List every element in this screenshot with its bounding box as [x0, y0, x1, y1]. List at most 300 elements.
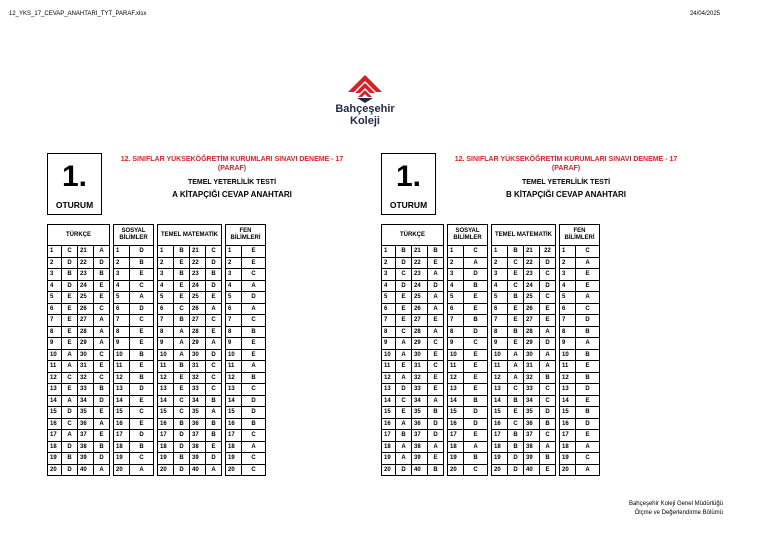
question-number: 22 — [78, 257, 94, 269]
answer-cell: E — [464, 361, 488, 373]
answer-cell: B — [508, 430, 524, 442]
question-number: 16 — [226, 418, 242, 430]
answer-cell: A — [508, 349, 524, 361]
question-number: 27 — [412, 315, 428, 327]
question-number: 23 — [524, 269, 540, 281]
answer-cell: C — [540, 269, 556, 281]
answer-cell: E — [94, 430, 110, 442]
question-number: 18 — [48, 441, 62, 453]
answer-cell: D — [94, 395, 110, 407]
question-number: 37 — [78, 430, 94, 442]
answer-cell: C — [508, 280, 524, 292]
answer-cell: A — [508, 372, 524, 384]
question-number: 9 — [448, 338, 464, 350]
question-number: 7 — [382, 315, 396, 327]
question-number: 4 — [226, 280, 242, 292]
answer-cell: E — [94, 407, 110, 419]
answer-cell: C — [174, 303, 190, 315]
answer-cell: B — [174, 269, 190, 281]
question-number: 14 — [114, 395, 130, 407]
question-number: 17 — [382, 430, 396, 442]
question-number: 8 — [226, 326, 242, 338]
answer-cell: C — [206, 361, 222, 373]
answer-cell: E — [62, 326, 78, 338]
answer-cell: B — [174, 453, 190, 465]
table-row — [48, 292, 266, 304]
question-number: 9 — [382, 338, 396, 350]
question-number: 13 — [114, 384, 130, 396]
answer-cell: E — [130, 269, 154, 281]
answer-cell: B — [464, 395, 488, 407]
answer-cell: E — [508, 315, 524, 327]
question-number: 6 — [448, 303, 464, 315]
table-row — [48, 338, 266, 350]
answer-cell: D — [242, 407, 266, 419]
answer-cell: B — [130, 349, 154, 361]
question-number: 15 — [448, 407, 464, 419]
answer-cell: B — [540, 372, 556, 384]
answer-cell: E — [206, 292, 222, 304]
answer-cell: A — [428, 395, 444, 407]
file-name: 12_YKS_17_CEVAP_ANAHTARI_TYT_PARAF.xlsx — [9, 11, 147, 17]
table-row — [48, 349, 266, 361]
question-number: 17 — [158, 430, 174, 442]
question-number: 18 — [448, 441, 464, 453]
answer-cell: A — [94, 418, 110, 430]
answer-cell: E — [174, 280, 190, 292]
answer-cell: E — [576, 361, 600, 373]
answer-cell: C — [130, 280, 154, 292]
answer-cell: A — [396, 338, 412, 350]
answer-cell: C — [130, 315, 154, 327]
question-number: 6 — [114, 303, 130, 315]
question-number: 11 — [48, 361, 62, 373]
answer-cell: A — [242, 441, 266, 453]
answer-cell: E — [540, 464, 556, 476]
answer-cell: A — [94, 464, 110, 476]
answer-cell: D — [540, 280, 556, 292]
question-number: 34 — [412, 395, 428, 407]
answer-cell: A — [508, 361, 524, 373]
answer-cell: B — [242, 372, 266, 384]
question-number: 20 — [226, 464, 242, 476]
question-number: 27 — [524, 315, 540, 327]
answer-cell: C — [508, 384, 524, 396]
question-number: 16 — [382, 418, 396, 430]
table-row — [48, 326, 266, 338]
answer-cell: E — [206, 326, 222, 338]
question-number: 5 — [382, 292, 396, 304]
answer-cell: A — [428, 292, 444, 304]
answer-table-a — [47, 224, 266, 476]
answer-cell: D — [508, 464, 524, 476]
question-number: 12 — [448, 372, 464, 384]
question-number: 19 — [48, 453, 62, 465]
answer-cell: E — [508, 269, 524, 281]
question-number: 25 — [524, 292, 540, 304]
answer-cell: E — [464, 303, 488, 315]
question-number: 12 — [382, 372, 396, 384]
question-number: 11 — [114, 361, 130, 373]
answer-cell: E — [130, 326, 154, 338]
table-row — [48, 269, 266, 281]
answer-cell: B — [206, 418, 222, 430]
answer-cell: C — [396, 269, 412, 281]
question-number: 11 — [560, 361, 576, 373]
question-number: 17 — [114, 430, 130, 442]
question-number: 29 — [524, 338, 540, 350]
question-number: 15 — [492, 407, 508, 419]
question-number: 5 — [492, 292, 508, 304]
question-number: 20 — [560, 464, 576, 476]
answer-cell: E — [464, 292, 488, 304]
answer-cell: C — [206, 246, 222, 258]
answer-cell: B — [62, 269, 78, 281]
question-number: 18 — [492, 441, 508, 453]
answer-cell: A — [464, 441, 488, 453]
question-number: 29 — [78, 338, 94, 350]
question-number: 38 — [412, 441, 428, 453]
answer-cell: B — [428, 407, 444, 419]
answer-cell: D — [94, 453, 110, 465]
test-name: TEMEL YETERLİLİK TESTİ — [187, 179, 277, 186]
answer-cell: E — [464, 349, 488, 361]
question-number: 34 — [190, 395, 206, 407]
question-number: 4 — [448, 280, 464, 292]
answer-cell: C — [62, 372, 78, 384]
answer-cell: D — [540, 338, 556, 350]
answer-cell: D — [576, 315, 600, 327]
question-number: 8 — [114, 326, 130, 338]
question-number: 20 — [492, 464, 508, 476]
question-number: 8 — [560, 326, 576, 338]
question-number: 14 — [382, 395, 396, 407]
answer-cell: D — [576, 418, 600, 430]
question-number: 19 — [226, 453, 242, 465]
question-number: 13 — [48, 384, 62, 396]
answer-cell: B — [576, 326, 600, 338]
answer-cell: B — [508, 246, 524, 258]
table-row — [382, 441, 600, 453]
answer-cell: E — [396, 315, 412, 327]
answer-cell: C — [206, 372, 222, 384]
question-number: 1 — [158, 246, 174, 258]
answer-cell: 22 — [540, 246, 556, 258]
answer-cell: C — [508, 257, 524, 269]
question-number: 10 — [382, 349, 396, 361]
question-number: 29 — [412, 338, 428, 350]
answer-cell: A — [428, 269, 444, 281]
answer-cell: A — [94, 246, 110, 258]
question-number: 10 — [114, 349, 130, 361]
answer-cell: E — [174, 292, 190, 304]
footer-org: Bahçeşehir Koleji Genel Müdürlüğü — [628, 501, 723, 507]
table-row — [382, 407, 600, 419]
question-number: 13 — [158, 384, 174, 396]
question-number: 3 — [114, 269, 130, 281]
answer-cell: D — [62, 464, 78, 476]
question-number: 12 — [560, 372, 576, 384]
answer-cell: E — [508, 303, 524, 315]
question-number: 12 — [114, 372, 130, 384]
question-number: 14 — [448, 395, 464, 407]
answer-cell: C — [576, 453, 600, 465]
answer-cell: E — [396, 292, 412, 304]
answer-cell: E — [540, 315, 556, 327]
answer-cell: A — [396, 441, 412, 453]
question-number: 10 — [226, 349, 242, 361]
question-number: 36 — [524, 418, 540, 430]
question-number: 4 — [48, 280, 62, 292]
question-number: 40 — [190, 464, 206, 476]
answer-cell: C — [242, 464, 266, 476]
question-number: 34 — [524, 395, 540, 407]
print-date: 24/04/2025 — [689, 11, 720, 17]
question-number: 5 — [448, 292, 464, 304]
answer-cell: A — [396, 453, 412, 465]
answer-cell: B — [464, 280, 488, 292]
answer-cell: A — [576, 257, 600, 269]
answer-cell: B — [508, 395, 524, 407]
answer-cell: D — [464, 326, 488, 338]
question-number: 3 — [492, 269, 508, 281]
answer-table-b — [381, 224, 600, 476]
answer-cell: C — [508, 418, 524, 430]
question-number: 36 — [412, 418, 428, 430]
answer-cell: E — [174, 372, 190, 384]
turkce-header: TÜRKÇE — [382, 225, 444, 246]
answer-cell: A — [540, 349, 556, 361]
table-row — [382, 280, 600, 292]
question-number: 15 — [382, 407, 396, 419]
question-number: 11 — [226, 361, 242, 373]
question-number: 9 — [492, 338, 508, 350]
question-number: 39 — [412, 453, 428, 465]
table-row — [48, 361, 266, 373]
question-number: 16 — [114, 418, 130, 430]
answer-cell: B — [576, 349, 600, 361]
answer-cell: B — [206, 430, 222, 442]
question-number: 32 — [412, 372, 428, 384]
question-number: 12 — [492, 372, 508, 384]
answer-cell: E — [396, 361, 412, 373]
table-row — [48, 407, 266, 419]
question-number: 13 — [560, 384, 576, 396]
answer-cell: E — [130, 338, 154, 350]
answer-cell: C — [94, 303, 110, 315]
answer-cell: C — [464, 464, 488, 476]
answer-cell: D — [206, 349, 222, 361]
answer-cell: D — [464, 418, 488, 430]
sosyal-header: SOSYAL BİLİMLER — [448, 225, 488, 246]
answer-cell: E — [464, 372, 488, 384]
question-number: 28 — [78, 326, 94, 338]
answer-cell: B — [130, 441, 154, 453]
question-number: 35 — [412, 407, 428, 419]
answer-cell: C — [94, 372, 110, 384]
answer-cell: E — [428, 257, 444, 269]
booklet-title: A KİTAPÇIĞI CEVAP ANAHTARI — [172, 190, 292, 199]
answer-cell: B — [130, 372, 154, 384]
question-number: 6 — [226, 303, 242, 315]
booklet-title: B KİTAPÇIĞI CEVAP ANAHTARI — [505, 190, 626, 199]
question-number: 40 — [412, 464, 428, 476]
question-number: 32 — [190, 372, 206, 384]
answer-cell: D — [242, 292, 266, 304]
question-number: 1 — [226, 246, 242, 258]
table-row — [382, 430, 600, 442]
question-number: 22 — [412, 257, 428, 269]
question-number: 18 — [382, 441, 396, 453]
answer-cell: A — [174, 349, 190, 361]
answer-cell: D — [508, 453, 524, 465]
answer-cell: A — [576, 338, 600, 350]
question-number: 15 — [48, 407, 62, 419]
answer-cell: C — [540, 430, 556, 442]
question-number: 23 — [412, 269, 428, 281]
answer-cell: A — [94, 315, 110, 327]
answer-cell: C — [62, 418, 78, 430]
answer-cell: A — [94, 326, 110, 338]
answer-cell: A — [576, 292, 600, 304]
question-number: 35 — [78, 407, 94, 419]
question-number: 23 — [78, 269, 94, 281]
answer-cell: C — [540, 292, 556, 304]
question-number: 4 — [492, 280, 508, 292]
answer-cell: C — [62, 246, 78, 258]
answer-cell: C — [396, 326, 412, 338]
answer-cell: E — [242, 257, 266, 269]
question-number: 27 — [78, 315, 94, 327]
answer-cell: D — [62, 257, 78, 269]
exam-title-suffix: (PARAF) — [551, 165, 581, 172]
answer-cell: C — [396, 395, 412, 407]
answer-cell: D — [464, 407, 488, 419]
answer-cell: D — [130, 430, 154, 442]
session-label: OTURUM — [55, 200, 94, 210]
question-number: 14 — [560, 395, 576, 407]
question-number: 24 — [524, 280, 540, 292]
answer-cell: E — [174, 384, 190, 396]
question-number: 19 — [492, 453, 508, 465]
turkce-header: TÜRKÇE — [48, 225, 110, 246]
answer-cell: C — [242, 453, 266, 465]
question-number: 20 — [48, 464, 62, 476]
answer-cell: C — [464, 246, 488, 258]
answer-cell: B — [464, 453, 488, 465]
answer-cell: C — [464, 338, 488, 350]
school-logo — [330, 75, 400, 127]
question-number: 20 — [114, 464, 130, 476]
answer-cell: E — [576, 280, 600, 292]
question-number: 2 — [492, 257, 508, 269]
question-number: 5 — [226, 292, 242, 304]
fen-header: FEN BİLİMLERİ — [226, 225, 266, 246]
question-number: 31 — [190, 361, 206, 373]
table-row — [382, 395, 600, 407]
answer-cell: B — [428, 246, 444, 258]
session-label: OTURUM — [389, 200, 428, 210]
question-number: 11 — [382, 361, 396, 373]
answer-cell: B — [174, 418, 190, 430]
question-number: 3 — [158, 269, 174, 281]
question-number: 6 — [382, 303, 396, 315]
answer-cell: D — [540, 407, 556, 419]
answer-cell: D — [540, 257, 556, 269]
answer-cell: C — [206, 384, 222, 396]
answer-cell: B — [508, 326, 524, 338]
answer-cell: E — [540, 303, 556, 315]
question-number: 11 — [158, 361, 174, 373]
answer-cell: B — [206, 269, 222, 281]
table-row — [382, 338, 600, 350]
table-row — [48, 280, 266, 292]
question-number: 31 — [412, 361, 428, 373]
question-number: 31 — [524, 361, 540, 373]
answer-cell: A — [242, 361, 266, 373]
question-number: 31 — [78, 361, 94, 373]
question-number: 24 — [412, 280, 428, 292]
table-row — [382, 292, 600, 304]
question-number: 28 — [412, 326, 428, 338]
answer-cell: B — [576, 372, 600, 384]
table-row — [382, 372, 600, 384]
exam-title: 12. SINIFLAR YÜKSEKÖĞRETİM KURUMLARI SINAVI DENEME - 17 — [454, 156, 678, 163]
question-number: 17 — [560, 430, 576, 442]
answer-cell: A — [428, 303, 444, 315]
question-number: 28 — [524, 326, 540, 338]
question-number: 29 — [190, 338, 206, 350]
question-number: 33 — [190, 384, 206, 396]
question-number: 12 — [226, 372, 242, 384]
question-number: 19 — [382, 453, 396, 465]
question-number: 24 — [78, 280, 94, 292]
answer-cell: E — [508, 338, 524, 350]
question-number: 30 — [524, 349, 540, 361]
question-number: 17 — [448, 430, 464, 442]
answer-cell: D — [62, 441, 78, 453]
answer-cell: D — [396, 257, 412, 269]
question-number: 15 — [158, 407, 174, 419]
answer-cell: E — [94, 292, 110, 304]
answer-cell: B — [540, 418, 556, 430]
answer-cell: B — [94, 269, 110, 281]
question-number: 9 — [158, 338, 174, 350]
question-number: 22 — [524, 257, 540, 269]
question-number: 15 — [560, 407, 576, 419]
answer-cell: E — [396, 303, 412, 315]
question-number: 37 — [524, 430, 540, 442]
answer-cell: A — [206, 303, 222, 315]
question-number: 40 — [78, 464, 94, 476]
answer-cell: A — [174, 338, 190, 350]
question-number: 6 — [492, 303, 508, 315]
question-number: 26 — [78, 303, 94, 315]
answer-cell: D — [130, 384, 154, 396]
answer-cell: E — [428, 372, 444, 384]
answer-cell: D — [130, 303, 154, 315]
answer-cell: A — [540, 326, 556, 338]
answer-cell: A — [206, 407, 222, 419]
answer-cell: E — [130, 418, 154, 430]
table-row — [48, 441, 266, 453]
question-number: 8 — [492, 326, 508, 338]
answer-cell: B — [428, 464, 444, 476]
answer-cell: A — [464, 257, 488, 269]
question-number: 19 — [158, 453, 174, 465]
answer-cell: D — [174, 441, 190, 453]
question-number: 10 — [492, 349, 508, 361]
